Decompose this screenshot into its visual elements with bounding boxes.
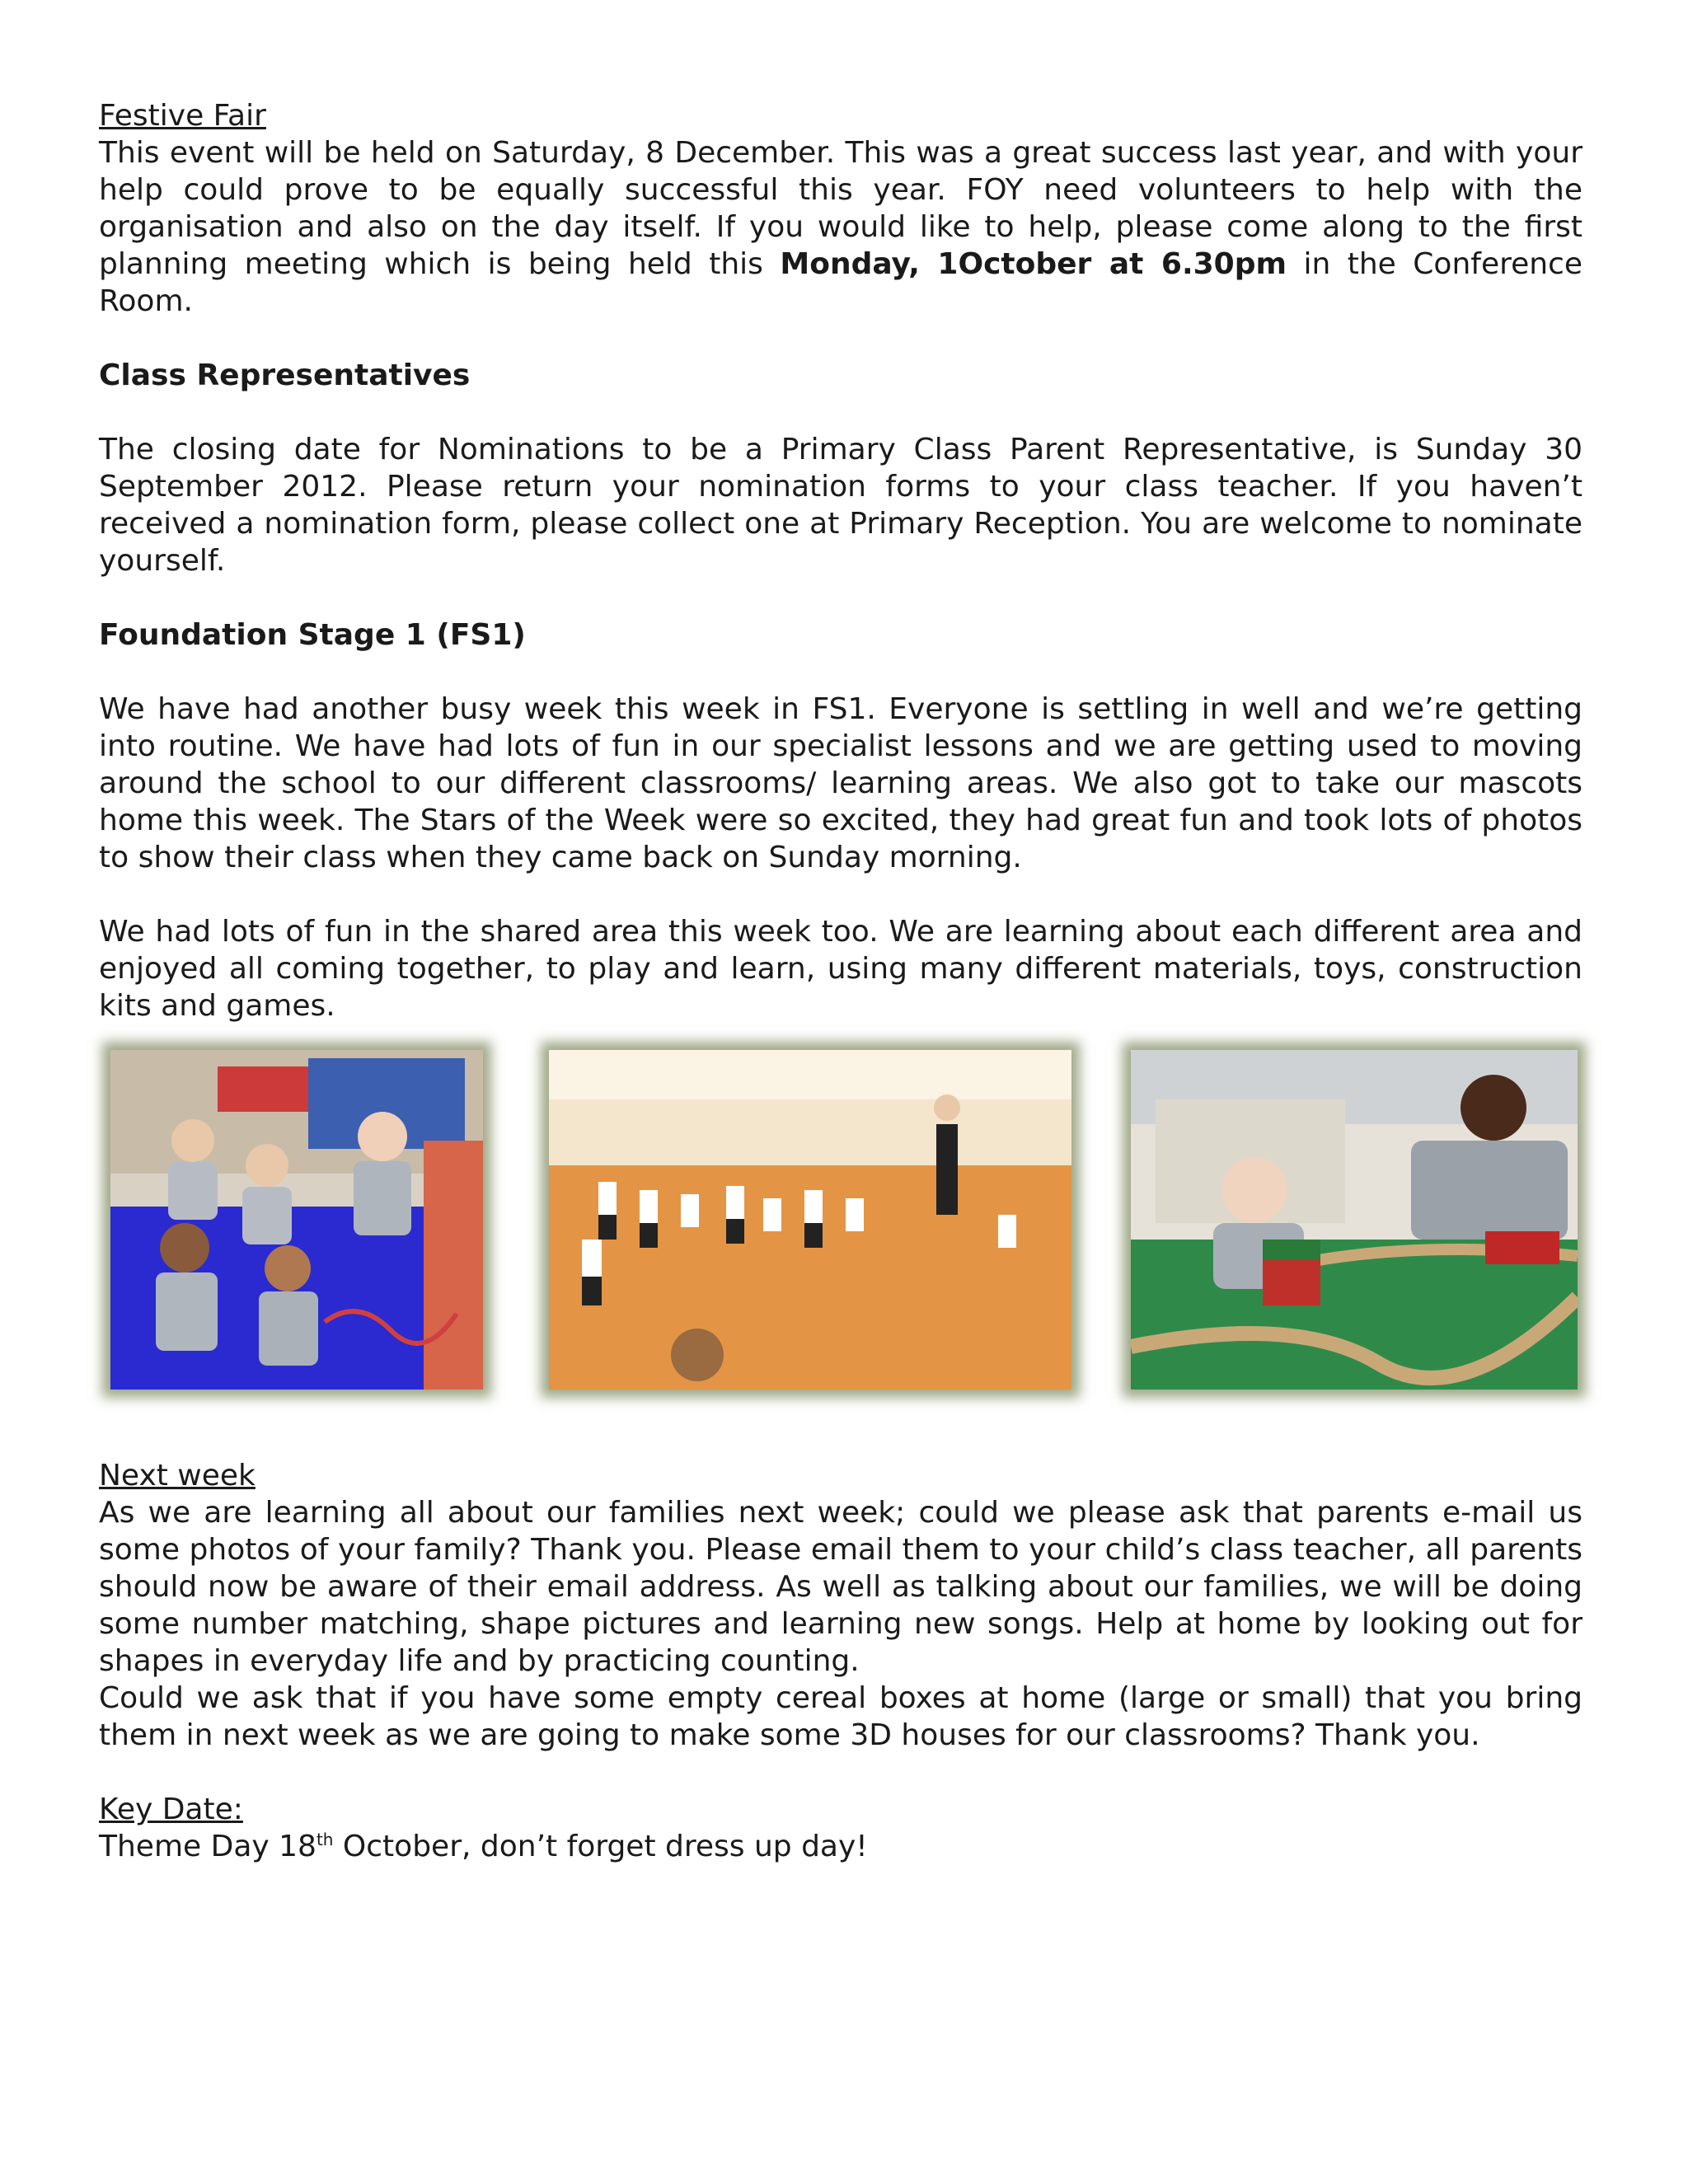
class-reps-body: The closing date for Nominations to be a Primary Class Parent Representative, is Sunday 30 September 2012. Please return your nomination forms to your class teacher. If you haven’t received a nomination form, please collect one at Primary Reception. You are welcome to nominate yourself. [99, 433, 1582, 578]
next-week-paragraph-1: As we are learning all about our families next week; could we please ask that parents e-mail us some photos of your family? Thank you. Please email them to your child’s class teacher, all parents should now be aware of their email address. As well as talking about our families, we will be doing some number matching, shape pictures and learning new songs. Help at home by looking out for shapes in everyday life and by practicing counting. [99, 1496, 1582, 1678]
photo-strip [99, 1040, 1582, 1403]
photo-train-play-mat [1131, 1050, 1578, 1390]
fs1-paragraph-1: We have had another busy week this week in FS1. Everyone is settling in well and we’re getting into routine. We have had lots of fun in our specialist lessons and we are getting used to moving around the school to our different classrooms/ learning areas. We also got to take our mascots home this week. The Stars of the Week were so excited, they had great fun and took lots of photos to show their class when they came back on Sunday morning. [99, 692, 1582, 874]
key-date-text [99, 1828, 1582, 1865]
photo-dance-class [549, 1050, 1071, 1390]
newsletter-page [99, 97, 1582, 1024]
fs1-heading: Foundation Stage 1 (FS1) [99, 618, 526, 652]
photo-children-on-carpet [110, 1050, 483, 1390]
class-reps-heading: Class Representatives [99, 359, 471, 392]
festive-fair-heading: Festive Fair [99, 99, 266, 133]
next-week-heading: Next week [99, 1459, 256, 1493]
key-date-ordinal: th [316, 1830, 334, 1849]
festive-fair-body [99, 134, 1582, 320]
key-date-heading: Key Date: [99, 1793, 243, 1826]
festive-fair-location: in the Conference Room. [99, 247, 1583, 318]
key-date-text-start: Theme Day 18 [99, 1830, 316, 1863]
fs1-paragraph-2: We had lots of fun in the shared area this week too. We are learning about each different area and enjoyed all coming together, to play and learn, using many different materials, toys, construction kits and games. [99, 915, 1582, 1023]
key-date-text-end: October, don’t forget dress up day! [333, 1830, 868, 1863]
festive-fair-text: This event will be held on Saturday, 8 December. This was a great success last year, and with your help could prove to be equally successful this year. FOY need volunteers to help with the organisation and also on the day itself. If you would like to help, please come along to the first planning meeting which is being held this [99, 136, 1582, 281]
festive-fair-meeting-date: Monday, 1October at 6.30pm [780, 247, 1287, 281]
newsletter-page-lower [99, 1457, 1582, 1865]
next-week-paragraph-2: Could we ask that if you have some empty cereal boxes at home (large or small) that you bring them in next week as we are going to make some 3D houses for our classrooms? Thank you. [99, 1681, 1582, 1752]
